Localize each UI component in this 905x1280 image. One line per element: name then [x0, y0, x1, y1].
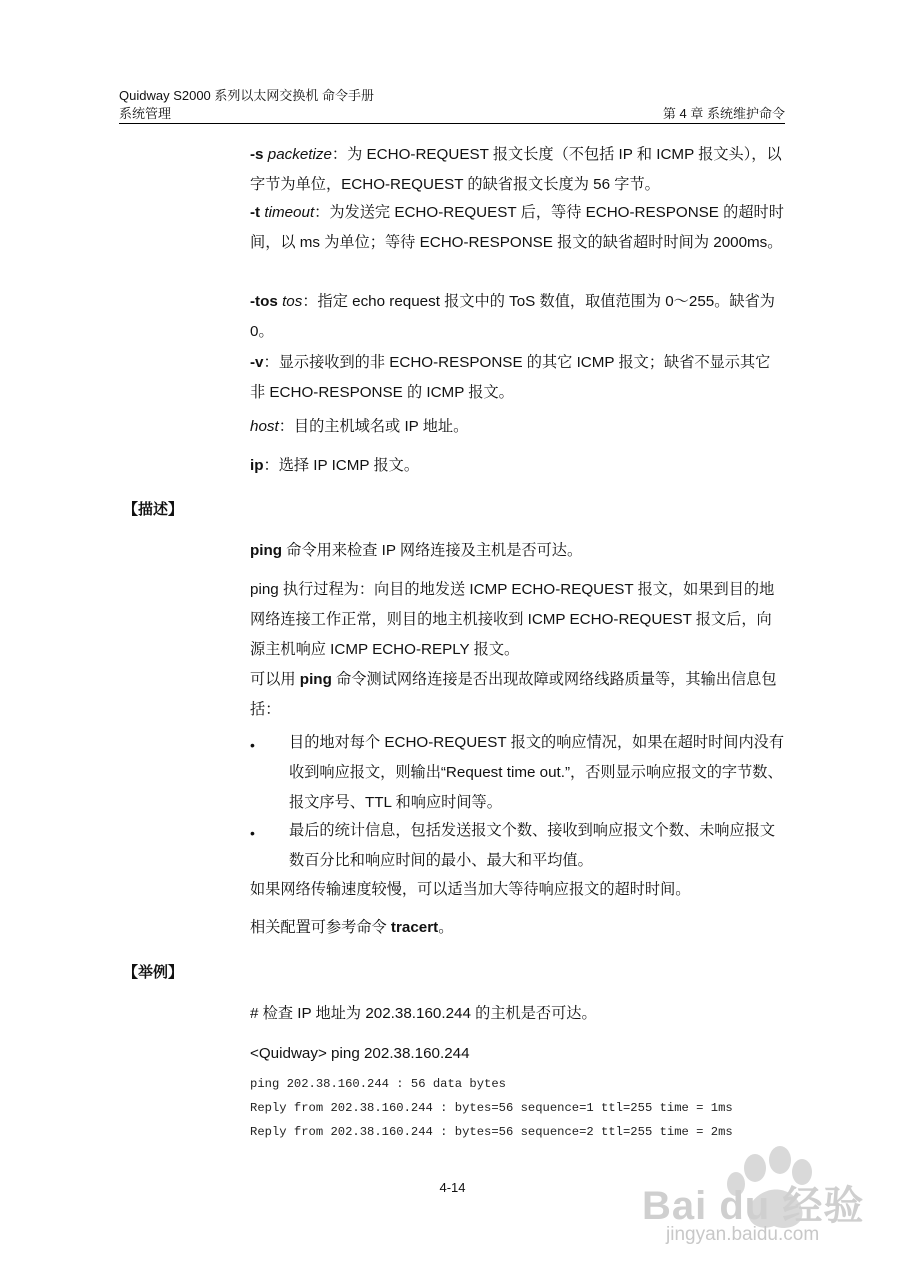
param-ip — [250, 451, 785, 481]
bullet-icon: • — [250, 825, 255, 841]
param-t-arg: timeout — [264, 204, 315, 221]
description-p1 — [250, 536, 785, 566]
param-host-desc: ：目的主机域名或 IP 地址。 — [278, 418, 469, 435]
chapter-title: 第 4 章 系统维护命令 — [662, 106, 785, 121]
example-command: <Quidway> ping 202.38.160.244 — [250, 1045, 470, 1062]
page-number: 4-14 — [439, 1180, 466, 1195]
description-p1-text: 命令用来检查 IP 网络连接及主机是否可达。 — [282, 542, 583, 559]
description-heading: 【描述】 — [123, 501, 184, 518]
description-p3-text: 命令测试网络连接是否出现故障或网络线路质量等，其输出信息包括： — [250, 671, 777, 718]
tracert-cmd: tracert — [390, 919, 439, 936]
param-s-arg: packetize — [267, 146, 332, 163]
output-line: ping 202.38.160.244 : 56 data bytes — [250, 1077, 506, 1091]
ping-cmd: ping — [299, 671, 332, 688]
baidu-watermark — [640, 1140, 880, 1270]
param-s — [250, 140, 785, 200]
description-p5-pre: 相关配置可参考命令 — [250, 919, 391, 936]
param-tos-flag: -tos — [250, 293, 278, 310]
param-tos-desc: ：指定 echo request 报文中的 ToS 数值，取值范围为 0～255。缺省为 0。 — [250, 293, 775, 340]
bullet-item: 目的地对每个 ECHO-REQUEST 报文的响应情况，如果在超时时间内没有收到响应报文，则输出“Request time out.”，否则显示响应报文的字节数、报文序号、TTL 和响应时间等。 — [289, 734, 785, 811]
watermark-url: jingyan.baidu.com — [666, 1224, 820, 1245]
param-host-arg: host — [250, 418, 279, 435]
header-rule — [119, 123, 785, 124]
param-tos-arg: tos — [282, 293, 303, 310]
section-name: 系统管理 — [119, 106, 172, 121]
param-v — [250, 348, 785, 408]
watermark-brand: Bai du 经验 — [642, 1184, 865, 1228]
param-tos — [250, 287, 785, 347]
ping-cmd: ping — [250, 542, 283, 559]
description-p4: 如果网络传输速度较慢，可以适当加大等待响应报文的超时时间。 — [250, 881, 691, 898]
param-ip-desc: ：选择 IP ICMP 报文。 — [263, 457, 420, 474]
param-t — [250, 198, 785, 258]
description-p3-pre: 可以用 — [250, 671, 300, 688]
output-line: Reply from 202.38.160.244 : bytes=56 sequence=2 ttl=255 time = 2ms — [250, 1125, 733, 1139]
param-s-flag: -s — [250, 146, 264, 163]
param-ip-flag: ip — [250, 457, 264, 474]
bullet-item: 最后的统计信息，包括发送报文个数、接收到响应报文个数、未响应报文数百分比和响应时间的最小、最大和平均值。 — [289, 822, 775, 869]
description-p5 — [250, 913, 785, 943]
param-s-desc: ：为 ECHO-REQUEST 报文长度（不包括 IP 和 ICMP 报文头），以字节为单位，ECHO-REQUEST 的缺省报文长度为 56 字节。 — [250, 146, 782, 193]
description-p2: ping 执行过程为：向目的地发送 ICMP ECHO-REQUEST 报文，如果到目的地网络连接工作正常，则目的地主机接收到 ICMP ECHO-REQUEST 报文后，向源主机响应 ICMP ECHO-REPLY 报文。 — [250, 581, 775, 658]
example-comment: # 检查 IP 地址为 202.38.160.244 的主机是否可达。 — [250, 1005, 597, 1022]
param-t-desc: ：为发送完 ECHO-REQUEST 后，等待 ECHO-RESPONSE 的超时时间，以 ms 为单位；等待 ECHO-RESPONSE 报文的缺省超时时间为 2000ms。 — [250, 204, 784, 251]
output-line: Reply from 202.38.160.244 : bytes=56 sequence=1 ttl=255 time = 1ms — [250, 1101, 733, 1115]
param-host — [250, 412, 785, 442]
param-t-flag: -t — [250, 204, 261, 221]
bullet-icon: • — [250, 737, 255, 753]
example-heading: 【举例】 — [123, 964, 184, 981]
book-title: Quidway S2000 系列以太网交换机 命令手册 — [119, 88, 375, 103]
param-v-desc: ：显示接收到的非 ECHO-RESPONSE 的其它 ICMP 报文；缺省不显示其它非 ECHO-RESPONSE 的 ICMP 报文。 — [250, 354, 771, 401]
description-p5-post: 。 — [438, 919, 454, 936]
description-p3 — [250, 665, 785, 725]
param-v-flag: -v — [250, 354, 264, 371]
